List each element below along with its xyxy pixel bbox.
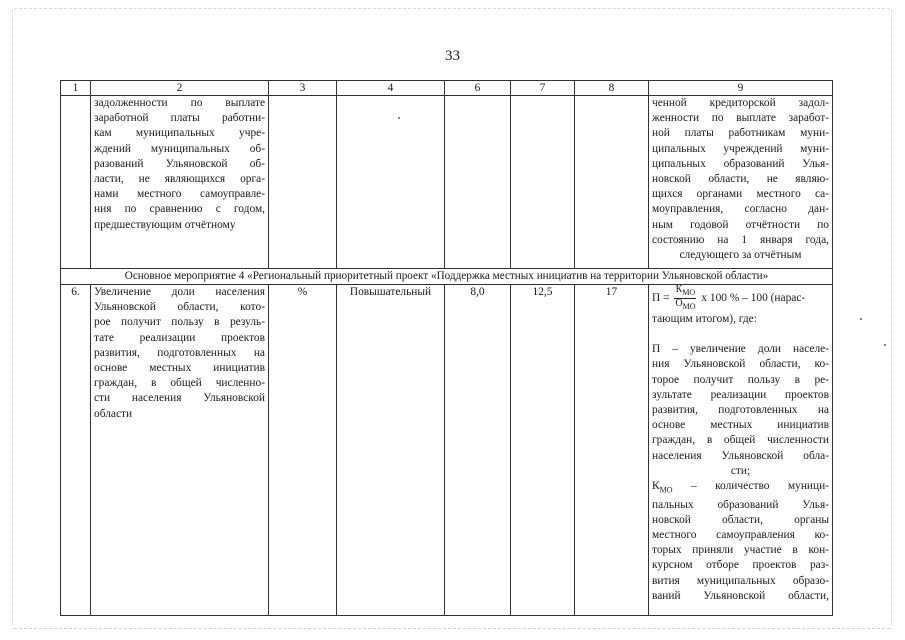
text-line: ния Ульяновской области, ко- (652, 358, 829, 371)
text-line: ципальных образований Улья- (652, 157, 829, 170)
text-line: граждан, в общей численно- (94, 377, 265, 390)
text-line: основе местных инициатив (652, 419, 829, 432)
text-line: новской области, органы (652, 513, 829, 526)
formula-denominator (674, 299, 696, 312)
text-line: женности по выплате заработ- (652, 112, 829, 125)
text-line: торое получит пользу в ре- (652, 373, 829, 386)
text-line: нами местного самоуправле- (94, 188, 265, 201)
column-header: 7 (511, 81, 575, 96)
denominator-subscript: МО (682, 302, 696, 311)
indicators-table (60, 80, 833, 616)
value-cell: 12,5 (511, 285, 575, 616)
kmo-symbol (652, 480, 673, 495)
column-header: 3 (269, 81, 337, 96)
text-line: ния по сравнению с годом, (94, 203, 265, 216)
text-line: новской области, не являю- (652, 173, 829, 186)
text-line: рое получит пользу в резуль- (94, 316, 265, 329)
text-line: пальных образований Улья- (652, 498, 829, 511)
text-line: торых приняли участие в кон- (652, 544, 829, 557)
section-header-row (61, 269, 833, 285)
formula-numerator (674, 285, 696, 299)
text-line: моуправления, согласно дан- (652, 203, 829, 216)
text-line: ченной кредиторской задол- (652, 97, 829, 109)
text-line: Увеличение доли населения (94, 286, 265, 298)
indicator-name-cell (91, 96, 269, 269)
text-line: П – увеличение доли населе- (652, 343, 829, 356)
formula-fraction (674, 285, 696, 312)
text-line: зультате реализации проектов (652, 388, 829, 401)
text-line: вития муниципальных образо- (652, 574, 829, 587)
text-line: кам муниципальных учре- (94, 127, 265, 140)
scan-edge-top (14, 8, 890, 9)
numerator-symbol: К (675, 284, 683, 295)
unit-cell: % (269, 285, 337, 616)
text-line: ласти, не являющихся орга- (94, 173, 265, 186)
row-number-cell: 6. (61, 285, 91, 616)
text-line: сти населения Ульяновской (94, 392, 265, 405)
text-line: граждан, в общей численности (652, 434, 829, 447)
indicator-name-cell (91, 285, 269, 616)
column-header: 9 (649, 81, 833, 96)
method-cell (649, 96, 833, 269)
text-line: разований Ульяновской об- (94, 157, 265, 170)
text-line: ваний Ульяновской области, (652, 589, 829, 602)
text-line: тате реализации проектов (94, 331, 265, 344)
text-line: курсном отборе проектов раз- (652, 559, 829, 572)
text-line: области (94, 407, 133, 420)
numerator-subscript: МО (682, 288, 696, 297)
text-line: населения Ульяновской обла- (652, 449, 829, 462)
text-line (652, 479, 829, 497)
row-number-cell (61, 96, 91, 269)
text-line: ждений муниципальных об- (94, 142, 265, 155)
text-line: тающим итогом), где: (652, 313, 757, 325)
text-line: развития, подготовленных на (94, 346, 265, 359)
text-line: заработной платы работни- (94, 112, 265, 125)
scan-speck (860, 318, 862, 320)
text-line: Ульяновской области, кото- (94, 301, 265, 314)
formula-rest: х 100 % – 100 (нарас- (701, 292, 806, 305)
section-title: Основное мероприятие 4 «Региональный приоритетный проект «Поддержка местных инициатив на территории Ульяновской области» (61, 269, 833, 285)
denominator-symbol: О (675, 298, 683, 309)
table-row (61, 96, 833, 269)
value-cell (445, 96, 511, 269)
scan-speck (884, 344, 886, 346)
scan-edge-right (891, 10, 892, 625)
direction-cell: Повышательный (337, 285, 445, 616)
column-header: 4 (337, 81, 445, 96)
text-line: сти; (730, 464, 751, 477)
unit-cell (269, 96, 337, 269)
value-cell (575, 96, 649, 269)
text-line: основе местных инициатив (94, 362, 265, 375)
text-line: ной платы работникам муни- (652, 127, 829, 140)
direction-cell (337, 96, 445, 269)
value-cell: 8,0 (445, 285, 511, 616)
table-row (61, 285, 833, 616)
scan-edge-bottom (14, 628, 890, 629)
text-line: ципальных учреждений муни- (652, 142, 829, 155)
column-header: 6 (445, 81, 511, 96)
value-cell: 17 (575, 285, 649, 616)
column-header: 2 (91, 81, 269, 96)
method-cell (649, 285, 833, 616)
calculation-formula (652, 285, 829, 312)
text-line: состоянию на 1 января года, (652, 233, 829, 246)
kmo-definition-start: – количество муници- (672, 480, 829, 493)
column-header: 8 (575, 81, 649, 96)
text-line: ным годовой отчётности по (652, 218, 829, 231)
paragraph-gap (652, 327, 829, 342)
text-line: щихся органами местного са- (652, 188, 829, 201)
text-line: задолженности по выплате (94, 97, 265, 109)
column-number-row (61, 81, 833, 96)
text-line: следующего за отчётным (679, 249, 802, 262)
text-line: местного самоуправления ко- (652, 528, 829, 541)
value-cell (511, 96, 575, 269)
text-line: предшествующим отчётному (94, 218, 236, 231)
page-number: 33 (445, 48, 460, 64)
kmo-letter: К (652, 480, 660, 493)
scan-edge-left (12, 10, 13, 625)
formula-lhs: П = (652, 292, 670, 305)
column-header: 1 (61, 81, 91, 96)
text-line: развития, подготовленных на (652, 404, 829, 417)
kmo-subscript: МО (659, 485, 673, 495)
